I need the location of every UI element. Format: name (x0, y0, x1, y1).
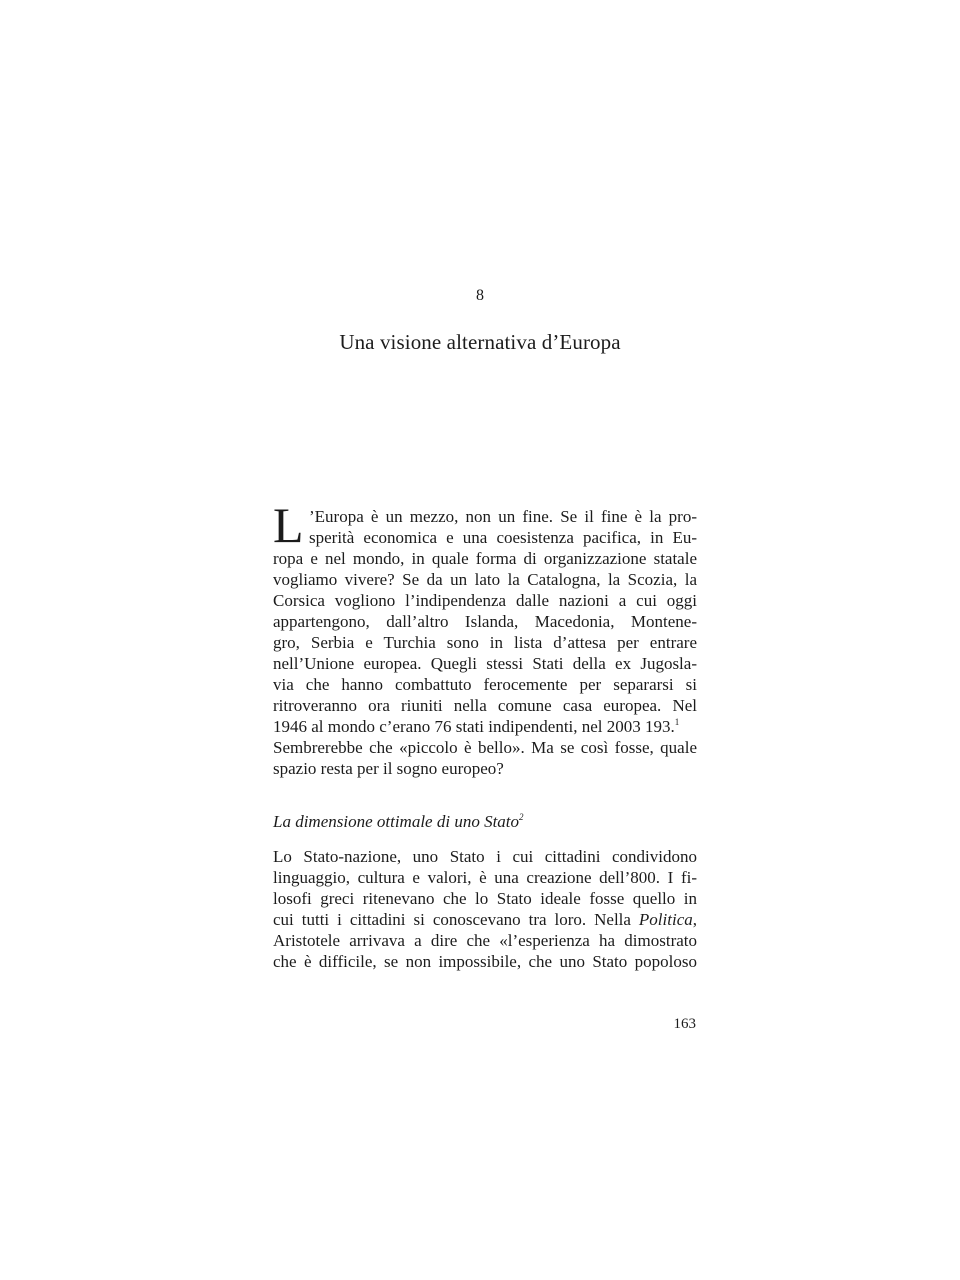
paragraph-line: sperità economica e una coesistenza pacifica, in Eu- (309, 528, 697, 547)
paragraph-line-with-footnote (273, 716, 697, 737)
paragraph-line: Sembrerebbe che «piccolo è bello». Ma se così fosse, quale (273, 738, 697, 757)
paragraph-line: linguaggio, cultura e valori, è una creazione dell’800. I fi- (273, 868, 697, 887)
paragraph-line: vogliamo vivere? Se da un lato la Catalogna, la Scozia, la (273, 570, 697, 589)
line-text: 1946 al mondo c’erano 76 stati indipendenti, nel 2003 193. (273, 717, 675, 736)
paragraph-line: Lo Stato-nazione, uno Stato i cui cittadini condividono (273, 847, 697, 866)
footnote-marker: 2 (519, 812, 524, 822)
section-heading (273, 812, 524, 832)
line-tail: , (692, 910, 697, 929)
paragraph-line-with-italic (273, 909, 697, 930)
paragraph-line: via che hanno combattuto ferocemente per separarsi si (273, 675, 697, 694)
drop-cap-box (273, 497, 309, 553)
paragraph-line: Aristotele arrivava a dire che «l’esperienza ha dimostrato (273, 931, 697, 950)
footnote-marker: 1 (674, 717, 680, 727)
paragraph-line: che è difficile, se non impossibile, che uno Stato popoloso (273, 952, 697, 971)
line-text: cui tutti i cittadini si conoscevano tra loro. Nella (273, 910, 639, 929)
chapter-number: 8 (476, 287, 484, 304)
opening-paragraph (273, 497, 697, 779)
paragraph-line: appartengono, dall’altro Islanda, Macedonia, Montene- (273, 612, 697, 631)
drop-cap: L (273, 497, 304, 553)
paragraph-line: losofi greci ritenevano che lo Stato ideale fosse quello in (273, 889, 697, 908)
page-number: 163 (673, 1016, 696, 1032)
paragraph-line: Corsica vogliono l’indipendenza dalle nazioni a cui oggi (273, 591, 697, 610)
paragraph-line: ritroveranno ora riuniti nella comune casa europea. Nel (273, 696, 697, 715)
section-paragraph (273, 846, 697, 972)
paragraph-line: nell’Unione europea. Quegli stessi Stati della ex Jugosla- (273, 654, 697, 673)
paragraph-line: ropa e nel mondo, in quale forma di organizzazione statale (273, 549, 697, 568)
paragraph-line: gro, Serbia e Turchia sono in lista d’attesa per entrare (273, 633, 697, 652)
section-heading-text: La dimensione ottimale di uno Stato (273, 812, 520, 831)
italic-title: Politica (638, 910, 693, 929)
paragraph-line: spazio resta per il sogno europeo? (273, 759, 504, 778)
paragraph-line: ’Europa è un mezzo, non un fine. Se il fine è la pro- (309, 507, 697, 526)
chapter-title: Una visione alternativa d’Europa (339, 330, 621, 354)
